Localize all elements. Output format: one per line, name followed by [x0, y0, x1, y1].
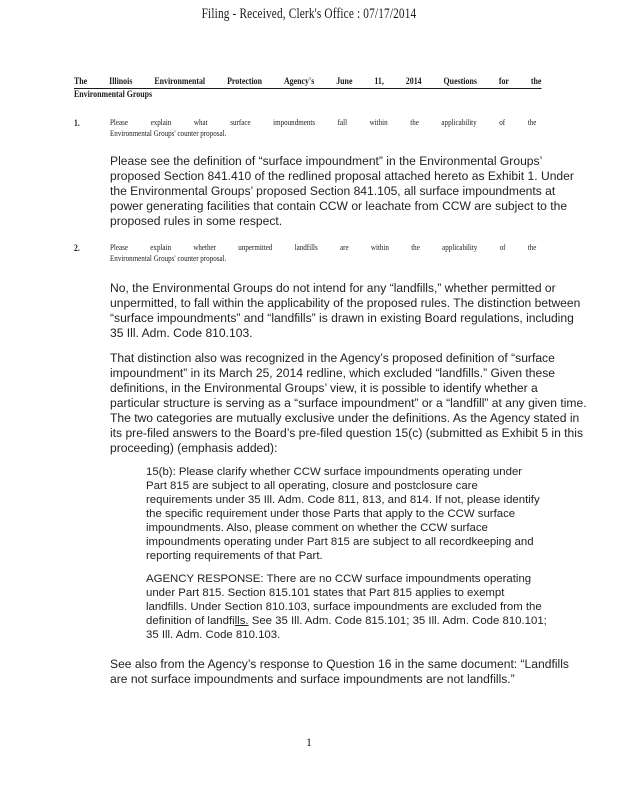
question-1-answer: Please see the definition of “surface impoundment” in the Environmental Groups’ proposed Section 841.410 of the redlined proposal attached hereto as Exhibit 1. Under the Environmental Groups’ proposed Section 841.105, all surface impoundments at power generating facilities that contain CCW or leachate from CCW are subject to the proposed rules in some respect.: [110, 154, 574, 228]
heading-line-2: Environmental Groups: [74, 90, 153, 100]
question-2-answer-2: That distinction also was recognized in the Agency’s proposed definition of “surface impoundment” in its March 25, 2014 redline, which excluded “landfills.” Given these definitions, in the Environmental Groups’ view, it is possible to identify whether a particular structure is serving as a “surface impoundment” or a “landfill” at any given time. The two categories are mutually exclusive under the definitions. As the Agency stated in its pre-filed answers to the Board’s pre-filed question 15(c) (submitted as Exhibit 5 in this proceeding) (emphasis added):: [110, 351, 587, 455]
block-quote-agency-response: AGENCY RESPONSE: There are no CCW surface impoundments operating under Part 815. Section 815.101 states that Part 815 applies to exempt landfills. Under Section 810.103, surface impoundments are excluded from the definition of landfills. See 35 Ill. Adm. Code 815.101; 35 Ill. Adm. Code 810.101; 35 Ill. Adm. Code 810.103.: [146, 573, 547, 641]
question-1-number: 1.: [74, 118, 80, 128]
heading-line-1: The Illinois Environmental Protection Agency's June 11, 2014 Questions for the: [74, 77, 542, 87]
emphasis-underline: lls.: [234, 615, 249, 627]
page-number: 1: [306, 735, 312, 749]
question-2-number: 2.: [74, 243, 80, 253]
block-quote-question-15b: 15(b): Please clarify whether CCW surface impoundments operating under Part 815 are subject to all operating, closure and postclosure care requirements under 35 Ill. Adm. Code 811, 813, and 814. If not, please identify the specific requirement under those Parts that apply to the CCW surface impoundments. Also, please comment on whether the CCW surface impoundments operating under Part 815 are subject to all recordkeeping and reporting requirements of that Part.: [146, 466, 540, 562]
question-2-answer-3: See also from the Agency’s response to Question 16 in the same document: “Landfills are not surface impoundments and surface impoundments are not landfills.”: [110, 657, 569, 686]
question-1-text: Please explain what surface impoundments fall within the applicability of the Environmental Groups' counter proposal.: [110, 117, 537, 138]
question-2-text: Please explain whether unpermitted landfills are within the applicability of the Environmental Groups' counter proposal.: [110, 242, 537, 263]
question-2-answer-1: No, the Environmental Groups do not intend for any “landfills,” whether permitted or unpermitted, to fall within the applicability of the proposed rules. The distinction between “surface impoundments” and “landfills” is drawn in existing Board regulations, including 35 Ill. Adm. Code 810.103.: [110, 281, 581, 340]
document-heading: [74, 76, 542, 101]
filing-stamp: Filing - Received, Clerk's Office : 07/17/2014: [201, 6, 417, 22]
